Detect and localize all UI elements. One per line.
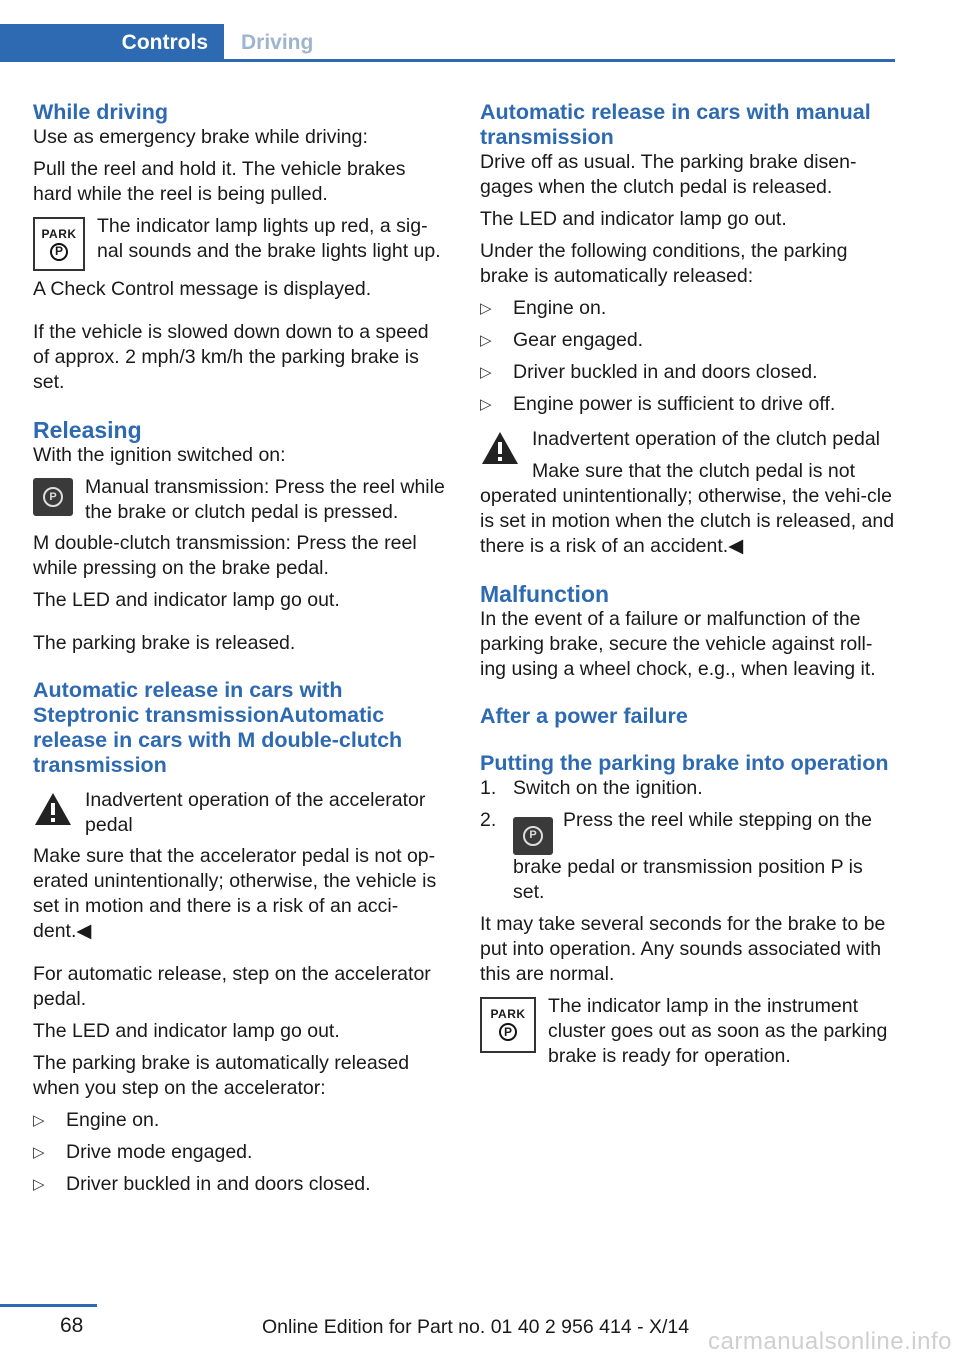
cluster-indicator-row — [480, 994, 895, 1069]
text-ignition-on: With the ignition switched on: — [33, 444, 286, 466]
text-use-emergency: Use as emergency brake while driving: — [33, 126, 368, 148]
bullet-icon: ▷ — [33, 1112, 45, 1129]
park-brake-icon — [480, 997, 536, 1053]
list-item — [480, 328, 895, 353]
step-number: 1. — [480, 777, 497, 799]
reel-button-icon — [33, 478, 73, 516]
edition-text: Online Edition for Part no. 01 40 2 956 414 - X/14 — [262, 1316, 690, 1338]
left-bullet-list — [33, 1108, 448, 1197]
page-header — [0, 0, 960, 62]
page-number: 68 — [60, 1314, 84, 1337]
list-item-text: Driver buckled in and doors closed. — [66, 1173, 371, 1195]
heading-putting-into-operation: Putting the parking brake into operation — [480, 751, 889, 775]
warning-clutch-row — [480, 427, 895, 484]
text-drive-off: Drive off as usual. The parking brake disen‐gages when the clutch pedal is released. — [480, 151, 857, 198]
text-cluster-indicator: The indicator lamp in the instrument cluster goes out as soon as the parking brake is ready for operation. — [548, 994, 888, 1067]
left-column — [33, 100, 448, 1204]
step-text: Switch on the ignition. — [513, 777, 703, 799]
text-warning-clutch-line2: Make sure that the clutch pedal is not — [532, 460, 856, 482]
reel-button-icon-inline — [513, 817, 553, 855]
text-led-out: The LED and indicator lamp go out. — [33, 589, 340, 611]
list-item-text: Driver buckled in and doors closed. — [513, 361, 818, 383]
text-slowed-down: If the vehicle is slowed down down to a speed of approx. 2 mph/3 km/h the parking brake is set. — [33, 321, 429, 393]
list-item-text: Engine on. — [513, 297, 607, 319]
watermark: carmanualsonline.info — [708, 1328, 952, 1355]
heading-releasing: Releasing — [33, 417, 142, 443]
text-pull-reel: Pull the reel and hold it. The vehicle brakes hard while the reel is being pulled. — [33, 158, 406, 205]
tab-driving-label: Driving — [241, 30, 314, 54]
list-item-text: Drive mode engaged. — [66, 1141, 253, 1163]
list-item — [480, 808, 895, 905]
heading-auto-release-manual: Automatic release in cars with manual transmission — [480, 100, 871, 149]
step-number: 2. — [480, 809, 497, 831]
heading-auto-release-steptronic: Automatic release in cars with Steptronic transmissionAutomatic release in cars with M double-clutch transmission — [33, 678, 403, 777]
heading-after-power-failure: After a power failure — [480, 704, 688, 728]
manual-transmission-row — [33, 475, 448, 525]
text-warning-clutch-title: Inadvertent operation of the clutch pedal — [532, 428, 880, 450]
list-item — [480, 296, 895, 321]
footer-rule — [0, 1304, 97, 1307]
warning-accelerator-row — [33, 788, 448, 838]
text-auto-released: The parking brake is automatically released when you step on the accelerator: — [33, 1052, 410, 1099]
heading-malfunction: Malfunction — [480, 581, 610, 607]
text-brake-released: The parking brake is released. — [33, 632, 296, 654]
park-icon-text: PARK — [41, 226, 77, 241]
list-item — [480, 392, 895, 417]
heading-while-driving: While driving — [33, 100, 168, 124]
list-item — [480, 776, 895, 801]
list-item — [480, 360, 895, 385]
text-for-auto-release: For automatic release, step on the accelerator pedal. — [33, 963, 431, 1010]
park-brake-icon — [33, 217, 85, 271]
text-indicator-red: The indicator lamp lights up red, a sig‐nal sounds and the brake lights light up. — [97, 215, 441, 262]
list-item-text: Gear engaged. — [513, 329, 644, 351]
tab-controls[interactable] — [0, 24, 224, 61]
bullet-icon: ▷ — [480, 396, 492, 413]
bullet-icon: ▷ — [480, 332, 492, 349]
park-icon-symbol: P — [50, 243, 68, 261]
text-check-control: A Check Control message is displayed. — [33, 278, 372, 300]
text-several-seconds: It may take several seconds for the brake to be put into operation. Any sounds associated with this are normal. — [480, 912, 886, 985]
text-conditions: Under the following conditions, the parking brake is automatically released: — [480, 240, 848, 287]
warning-triangle-icon — [480, 430, 520, 466]
text-make-sure-accelerator: Make sure that the accelerator pedal is not op‐erated unintentionally; otherwise, the vehicle is set in motion and there is a risk of an acci‐dent.◀ — [33, 845, 437, 942]
tab-controls-label: Controls — [121, 30, 208, 54]
text-manual-transmission: Manual transmission: Press the reel while the brake or clutch pedal is pressed. — [85, 476, 445, 523]
park-icon-text: PARK — [490, 1007, 526, 1021]
text-malfunction: In the event of a failure or malfunction of the parking brake, secure the vehicle against roll‐ing using a wheel chock, e.g., when leaving it. — [480, 608, 876, 680]
header-rule — [0, 59, 895, 62]
text-led-out-right: The LED and indicator lamp go out. — [480, 208, 787, 230]
list-item — [33, 1108, 448, 1133]
list-item — [33, 1172, 448, 1197]
park-icon-symbol: P — [499, 1023, 517, 1041]
warning-clutch-text — [532, 427, 880, 484]
reel-icon-symbol: P — [523, 826, 543, 846]
tab-driving[interactable] — [241, 24, 313, 61]
warning-icon — [480, 430, 520, 473]
right-bullet-list — [480, 296, 895, 417]
list-item-text: Engine power is sufficient to drive off. — [513, 393, 836, 415]
indicator-red-row — [33, 214, 448, 271]
text-warning-accelerator: Inadvertent operation of the accelerator pedal — [85, 789, 426, 836]
list-item-text: Engine on. — [66, 1109, 160, 1131]
reel-button-icon — [513, 817, 553, 855]
bullet-icon: ▷ — [33, 1144, 45, 1161]
bullet-icon: ▷ — [480, 364, 492, 381]
text-m-double-clutch: M double-clutch transmission: Press the reel while pressing on the brake pedal. — [33, 532, 417, 579]
step-text: Press the reel while stepping on the brake pedal or transmission position P is set. — [513, 809, 872, 903]
warning-icon — [33, 791, 73, 834]
text-warning-clutch-rest: operated unintentionally; otherwise, the vehi‐cle is set in motion when the clutch is released, and there is a risk of an accident.◀ — [480, 485, 895, 557]
list-item — [33, 1140, 448, 1165]
warning-triangle-icon — [33, 791, 73, 827]
steps-list — [480, 776, 895, 905]
reel-icon-symbol: P — [43, 487, 63, 507]
text-led-out-2: The LED and indicator lamp go out. — [33, 1020, 340, 1042]
bullet-icon: ▷ — [33, 1176, 45, 1193]
right-column — [480, 100, 895, 1075]
bullet-icon: ▷ — [480, 300, 492, 317]
